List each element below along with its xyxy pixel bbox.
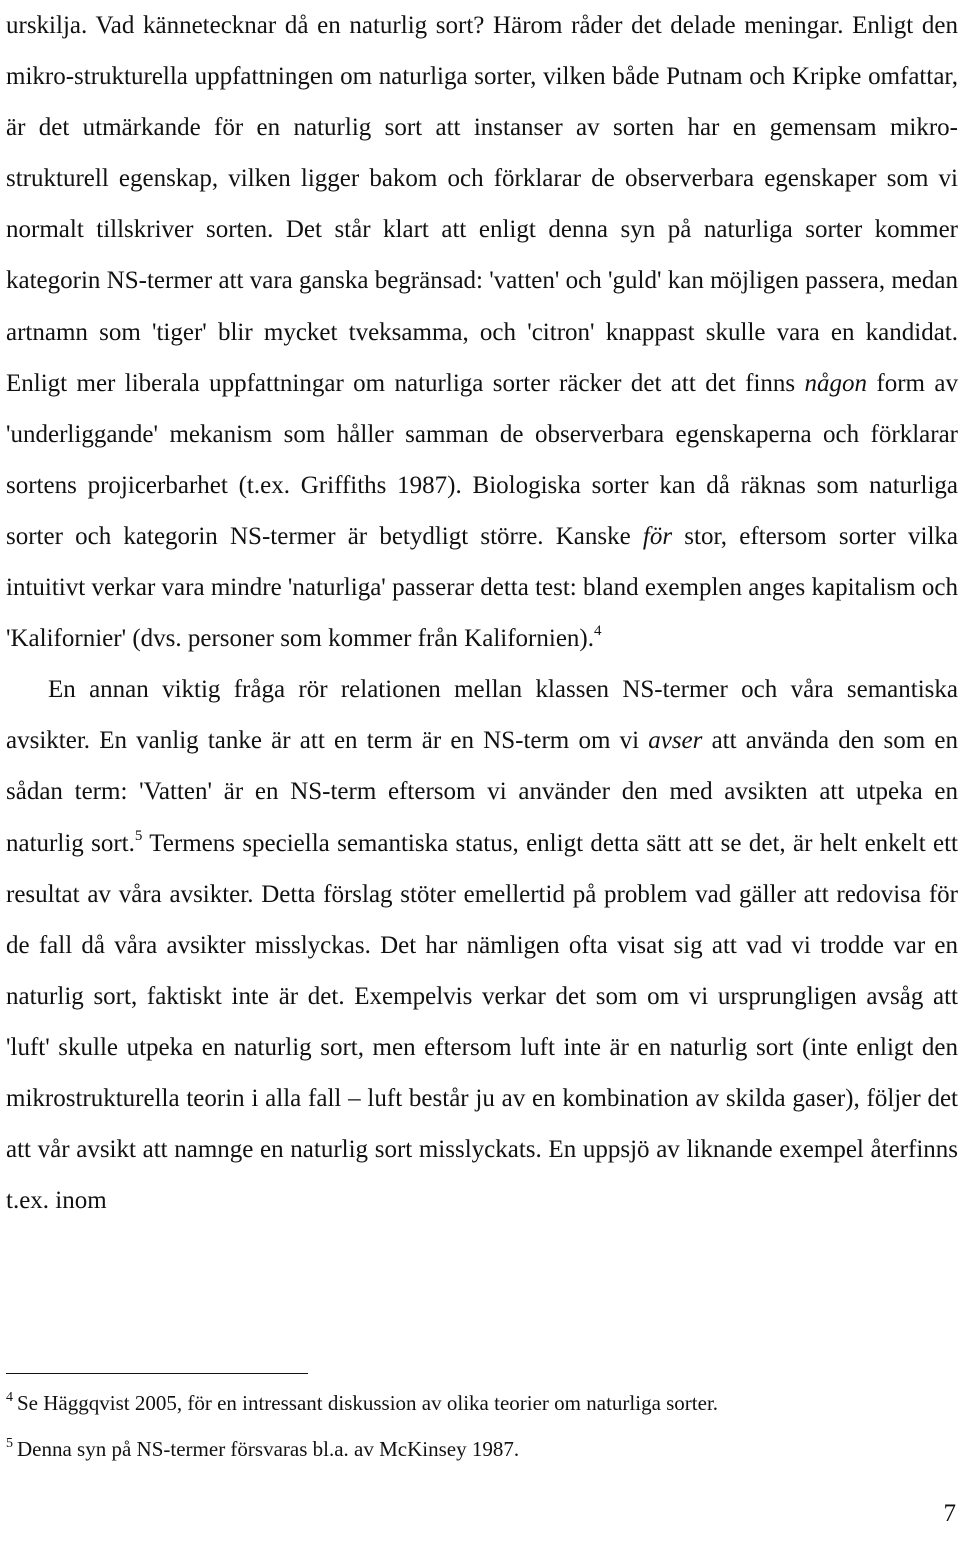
footnote-separator — [6, 1373, 308, 1374]
footnote — [6, 1426, 946, 1472]
document-body — [6, 0, 958, 1226]
paragraph-text: att använda den som en sådan term: 'Vatten' är en NS-term eftersom vi använder den med avsikten att utpeka en naturlig sort. — [6, 727, 958, 857]
footnote — [6, 1380, 946, 1426]
footnote-text: Denna syn på NS-termer försvaras bl.a. av McKinsey 1987. — [17, 1437, 520, 1461]
footnote-text: Se Häggqvist 2005, för en intressant diskussion av olika teorier om naturliga sorter. — [17, 1391, 719, 1415]
paragraph-1 — [6, 0, 958, 664]
footnote-reference: 5 — [134, 827, 143, 844]
page-number: 7 — [943, 1500, 956, 1527]
paragraph-text: Termens speciella semantiska status, enligt detta sätt att se det, är helt enkelt ett resultat av våra avsikter. Detta förslag stöter emellertid på problem vad gäller att redovisa för de fall då våra avsikter misslyckas. Det har nämligen ofta visat sig att vad vi trodde var en naturlig sort, faktiskt inte är det. Exempelvis verkar det som om vi ursprungligen avsåg att 'luft' skulle utpeka en naturlig sort, men eftersom luft inte är en naturlig sort (inte enligt den mikrostrukturella teorin i alla fall – luft består ju av en kombination av skilda gaser), följer det att vår avsikt att namnge en naturlig sort misslyckats. En uppsjö av liknande exempel återfinns t.ex. inom — [6, 829, 958, 1215]
footnotes — [6, 1380, 946, 1472]
emphasis-text: för — [642, 522, 673, 550]
paragraph-text: urskilja. Vad kännetecknar då en naturlig sort? Härom råder det delade meningar. Enligt den mikro-strukturella uppfattningen om naturliga sorter, vilken både Putnam och Kripke omfattar, är det utmärkande för en naturlig sort att instanser av sorten har en gemensam mikro-strukturell egenskap, vilken ligger bakom och förklarar de observerbara egenskaper som vi normalt tillskriver sorten. Det står klart att enligt denna syn på naturliga sorter kommer kategorin NS-termer att vara ganska begränsad: 'vatten' och 'guld' kan möjligen passera, medan artnamn som 'tiger' blir mycket tveksamma, och 'citron' knappast skulle vara en kandidat. Enligt mer liberala uppfattningar om naturliga sorter räcker det att det finns — [6, 12, 958, 397]
footnote-number: 4 — [6, 1390, 13, 1405]
paragraph-text: En annan viktig fråga rör relationen mellan klassen NS-termer och våra semantiska avsikter. En vanlig tanke är att en term är en NS-term om vi — [6, 676, 958, 755]
footnote-reference: 4 — [594, 623, 602, 640]
emphasis-text: någon — [804, 369, 868, 397]
footnote-number: 5 — [6, 1436, 13, 1451]
paragraph-text: form av 'underliggande' mekanism som håller samman de observerbara egenskaperna och förklarar sortens projicerbarhet (t.ex. Griffiths 1987). Biologiska sorter kan då räknas som naturliga sorter och kategorin NS-termer är betydligt större. Kanske — [6, 369, 958, 550]
paragraph-text: stor, eftersom sorter vilka intuitivt verkar vara mindre 'naturliga' passerar detta test: bland exemplen anges kapitalism och 'Kalifornier' (dvs. personer som kommer från Kalifornien). — [6, 522, 958, 653]
paragraph-2 — [6, 664, 958, 1226]
emphasis-text: avser — [648, 727, 703, 755]
